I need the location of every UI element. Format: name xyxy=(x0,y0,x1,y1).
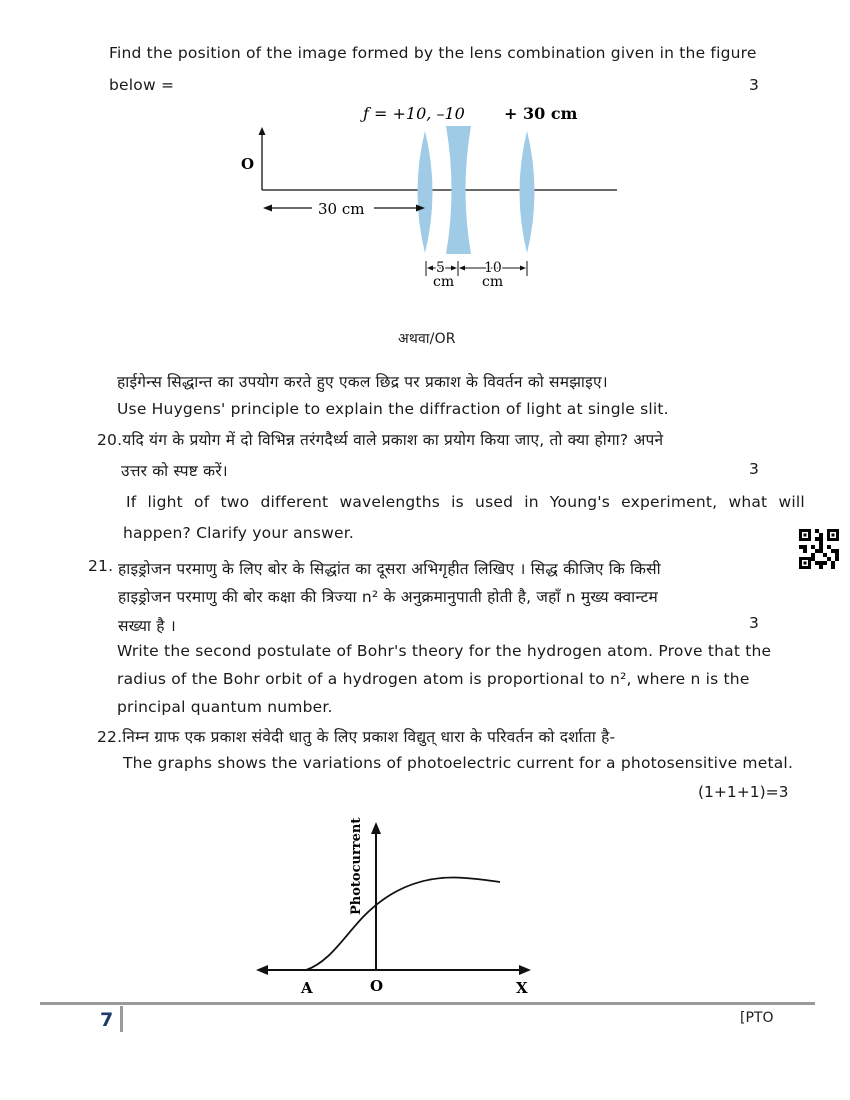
photocurrent-graph xyxy=(0,810,850,1010)
q21-english-line3: principal quantum number. xyxy=(117,698,333,716)
q21-hindi-line2: हाइड्रोजन परमाणु की बोर कक्षा की त्रिज्या n² के अनुक्रमानुपाती होती है, जहाँ n मुख्य क्वान्टम xyxy=(118,588,658,606)
q20-english-line1: If light of two different wavelengths is used in Young's experiment, what will xyxy=(126,493,805,511)
object-label: O xyxy=(241,155,255,173)
q21-marks: 3 xyxy=(749,614,759,632)
graph-label-o: O xyxy=(370,977,384,995)
distance-label: 30 cm xyxy=(318,200,365,218)
footer-vertical-bar xyxy=(120,1006,123,1032)
x-axis-arrow-left xyxy=(256,965,268,975)
gap1-head-l xyxy=(427,266,433,271)
gap1-unit: cm xyxy=(433,274,455,290)
q20-hindi-line1: 20.यदि यंग के प्रयोग में दो विभिन्न तरंगदैर्ध्य वाले प्रकाश का प्रयोग किया जाए, तो क्या होगा? अपने xyxy=(97,431,664,449)
q19-or-hindi: हाईगेन्स सिद्धान्त का उपयोग करते हुए एकल छिद्र पर प्रकाश के विवर्तन को समझाइए। xyxy=(117,373,608,391)
page-number: 7 xyxy=(100,1009,114,1031)
convex-lens-3 xyxy=(520,131,535,253)
qr-code-icon xyxy=(799,529,839,569)
graph-label-a: A xyxy=(301,979,313,997)
gap1-head-r xyxy=(451,266,457,271)
object-arrowhead xyxy=(259,127,266,135)
photocurrent-curve xyxy=(306,877,500,970)
q21-number: 21. xyxy=(88,557,114,575)
distance-arrowhead-left xyxy=(263,205,272,212)
q21-hindi-line1: हाइड्रोजन परमाणु के लिए बोर के सिद्धांत का दूसरा अभिगृहीत लिखिए । सिद्ध कीजिए कि किसी xyxy=(118,560,661,578)
focal-lengths-label: ƒ = +10, –10 xyxy=(363,104,465,123)
q22-hindi: 22.निम्न ग्राफ एक प्रकाश संवेदी धातु के लिए प्रकाश विद्युत् धारा के परिवर्तन को दर्शाता है- xyxy=(97,728,616,746)
q21-hindi-line3: सख्या है । xyxy=(118,617,176,635)
lens-combination-figure xyxy=(0,0,850,300)
or-label: अथवा/OR xyxy=(398,331,456,347)
gap1-value: 5 xyxy=(436,260,445,276)
convex-lens-1 xyxy=(418,131,433,253)
q21-english-line1: Write the second postulate of Bohr's theory for the hydrogen atom. Prove that the xyxy=(117,642,772,660)
q20-marks: 3 xyxy=(749,460,759,478)
q22-marks: (1+1+1)=3 xyxy=(698,783,789,801)
graph-y-label: Photocurrent xyxy=(349,817,364,915)
third-lens-focal-label: + 30 cm xyxy=(504,104,578,123)
q19-or-english: Use Huygens' principle to explain the diffraction of light at single slit. xyxy=(117,400,669,418)
gap2-unit: cm xyxy=(482,274,504,290)
q19-text-line1: Find the position of the image formed by the lens combination given in the figure xyxy=(109,44,757,62)
q19-text-line2: below = xyxy=(109,76,175,94)
gap2-head-r xyxy=(520,266,526,271)
graph-label-x: X xyxy=(516,979,528,997)
q19-marks: 3 xyxy=(749,76,759,94)
gap2-head-l xyxy=(459,266,465,271)
gap2-value: 10 xyxy=(484,260,502,276)
y-axis-arrow xyxy=(371,822,381,834)
q20-english-line2: happen? Clarify your answer. xyxy=(123,524,354,542)
q20-hindi-line2: उत्तर को स्पष्ट करें। xyxy=(121,462,228,480)
footer-divider xyxy=(40,1002,815,1005)
x-axis-arrow-right xyxy=(519,965,531,975)
q22-english: The graphs shows the variations of photoelectric current for a photosensitive metal. xyxy=(123,754,794,772)
q21-english-line2: radius of the Bohr orbit of a hydrogen atom is proportional to n², where n is the xyxy=(117,670,750,688)
pto-label: [PTO xyxy=(740,1010,774,1026)
